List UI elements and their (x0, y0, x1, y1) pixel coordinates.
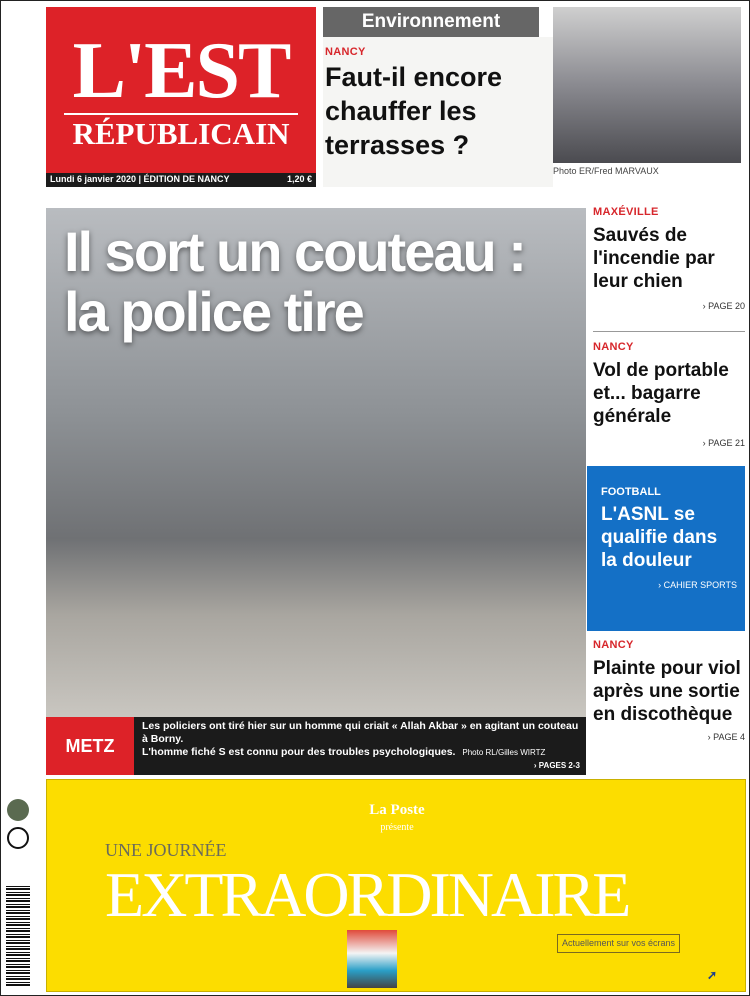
ad-presents: présente (380, 822, 414, 833)
headline-line-2: la police tire (64, 280, 363, 343)
masthead-logo[interactable] (46, 7, 316, 173)
logo-title: L'EST (72, 27, 290, 115)
barcode (6, 886, 30, 986)
price: 1,20 € (286, 174, 312, 184)
side-page: › CAHIER SPORTS (658, 580, 737, 590)
la-poste-logo-icon: ➚ (707, 968, 718, 982)
ad-cta[interactable]: Actuellement sur vos écrans (557, 934, 680, 953)
main-headline (64, 222, 525, 342)
page-ref[interactable]: › PAGES 2-3 (533, 761, 580, 770)
side-story[interactable] (593, 639, 745, 742)
caption-line-2: L'homme fiché S est connu pour des troubles psychologiques. (142, 746, 456, 758)
section-label: Environnement (323, 7, 539, 37)
logo-subtitle: RÉPUBLICAIN (64, 113, 298, 153)
caption-line-1: Les policiers ont tiré hier sur un homme qui criait « Allah Akbar » en agitant un couteau à Borny. (142, 720, 579, 745)
main-story-photo[interactable] (46, 208, 586, 717)
side-title: Vol de portable et... bagarre générale (593, 360, 729, 427)
main-caption (46, 717, 586, 775)
side-page: › PAGE 21 (702, 438, 745, 448)
side-kicker: MAXÉVILLE (593, 206, 659, 218)
terrace-photo (553, 7, 741, 163)
side-title: Sauvés de l'incendie par leur chien (593, 225, 715, 292)
la-poste-advertisement[interactable] (46, 779, 746, 992)
divider (593, 331, 745, 332)
dateline (46, 173, 316, 187)
side-kicker: NANCY (593, 639, 634, 651)
photo-credit: Photo ER/Fred MARVAUX (553, 166, 659, 176)
top-story[interactable] (323, 37, 553, 187)
headline-line-1: Il sort un couteau : (64, 220, 525, 283)
side-story[interactable] (593, 341, 745, 448)
side-title: Plainte pour viol après une sortie en discothèque (593, 658, 741, 725)
side-kicker: FOOTBALL (601, 486, 661, 498)
issue-date: Lundi 6 janvier 2020 | ÉDITION DE NANCY (50, 174, 230, 184)
top-story-kicker: NANCY (325, 46, 366, 58)
emblem-icon (7, 799, 29, 821)
recycle-icon (7, 827, 29, 849)
location-label: METZ (46, 717, 134, 775)
top-story-title: Faut-il encore chauffer les terrasses ? (325, 62, 503, 160)
ad-people-image (347, 930, 397, 988)
side-story-football[interactable] (587, 466, 745, 631)
ad-line-2: EXTRAORDINAIRE (105, 859, 629, 930)
ad-line-1: UNE JOURNÉE (105, 840, 227, 860)
ad-brand: La Poste (369, 802, 425, 818)
side-page: › PAGE 20 (702, 301, 745, 311)
main-photo-credit: Photo RL/Gilles WIRTZ (462, 748, 546, 757)
side-title: L'ASNL se qualifie dans la douleur (601, 504, 718, 571)
side-story[interactable] (593, 206, 745, 311)
side-kicker: NANCY (593, 341, 634, 353)
side-page: › PAGE 4 (707, 732, 745, 742)
